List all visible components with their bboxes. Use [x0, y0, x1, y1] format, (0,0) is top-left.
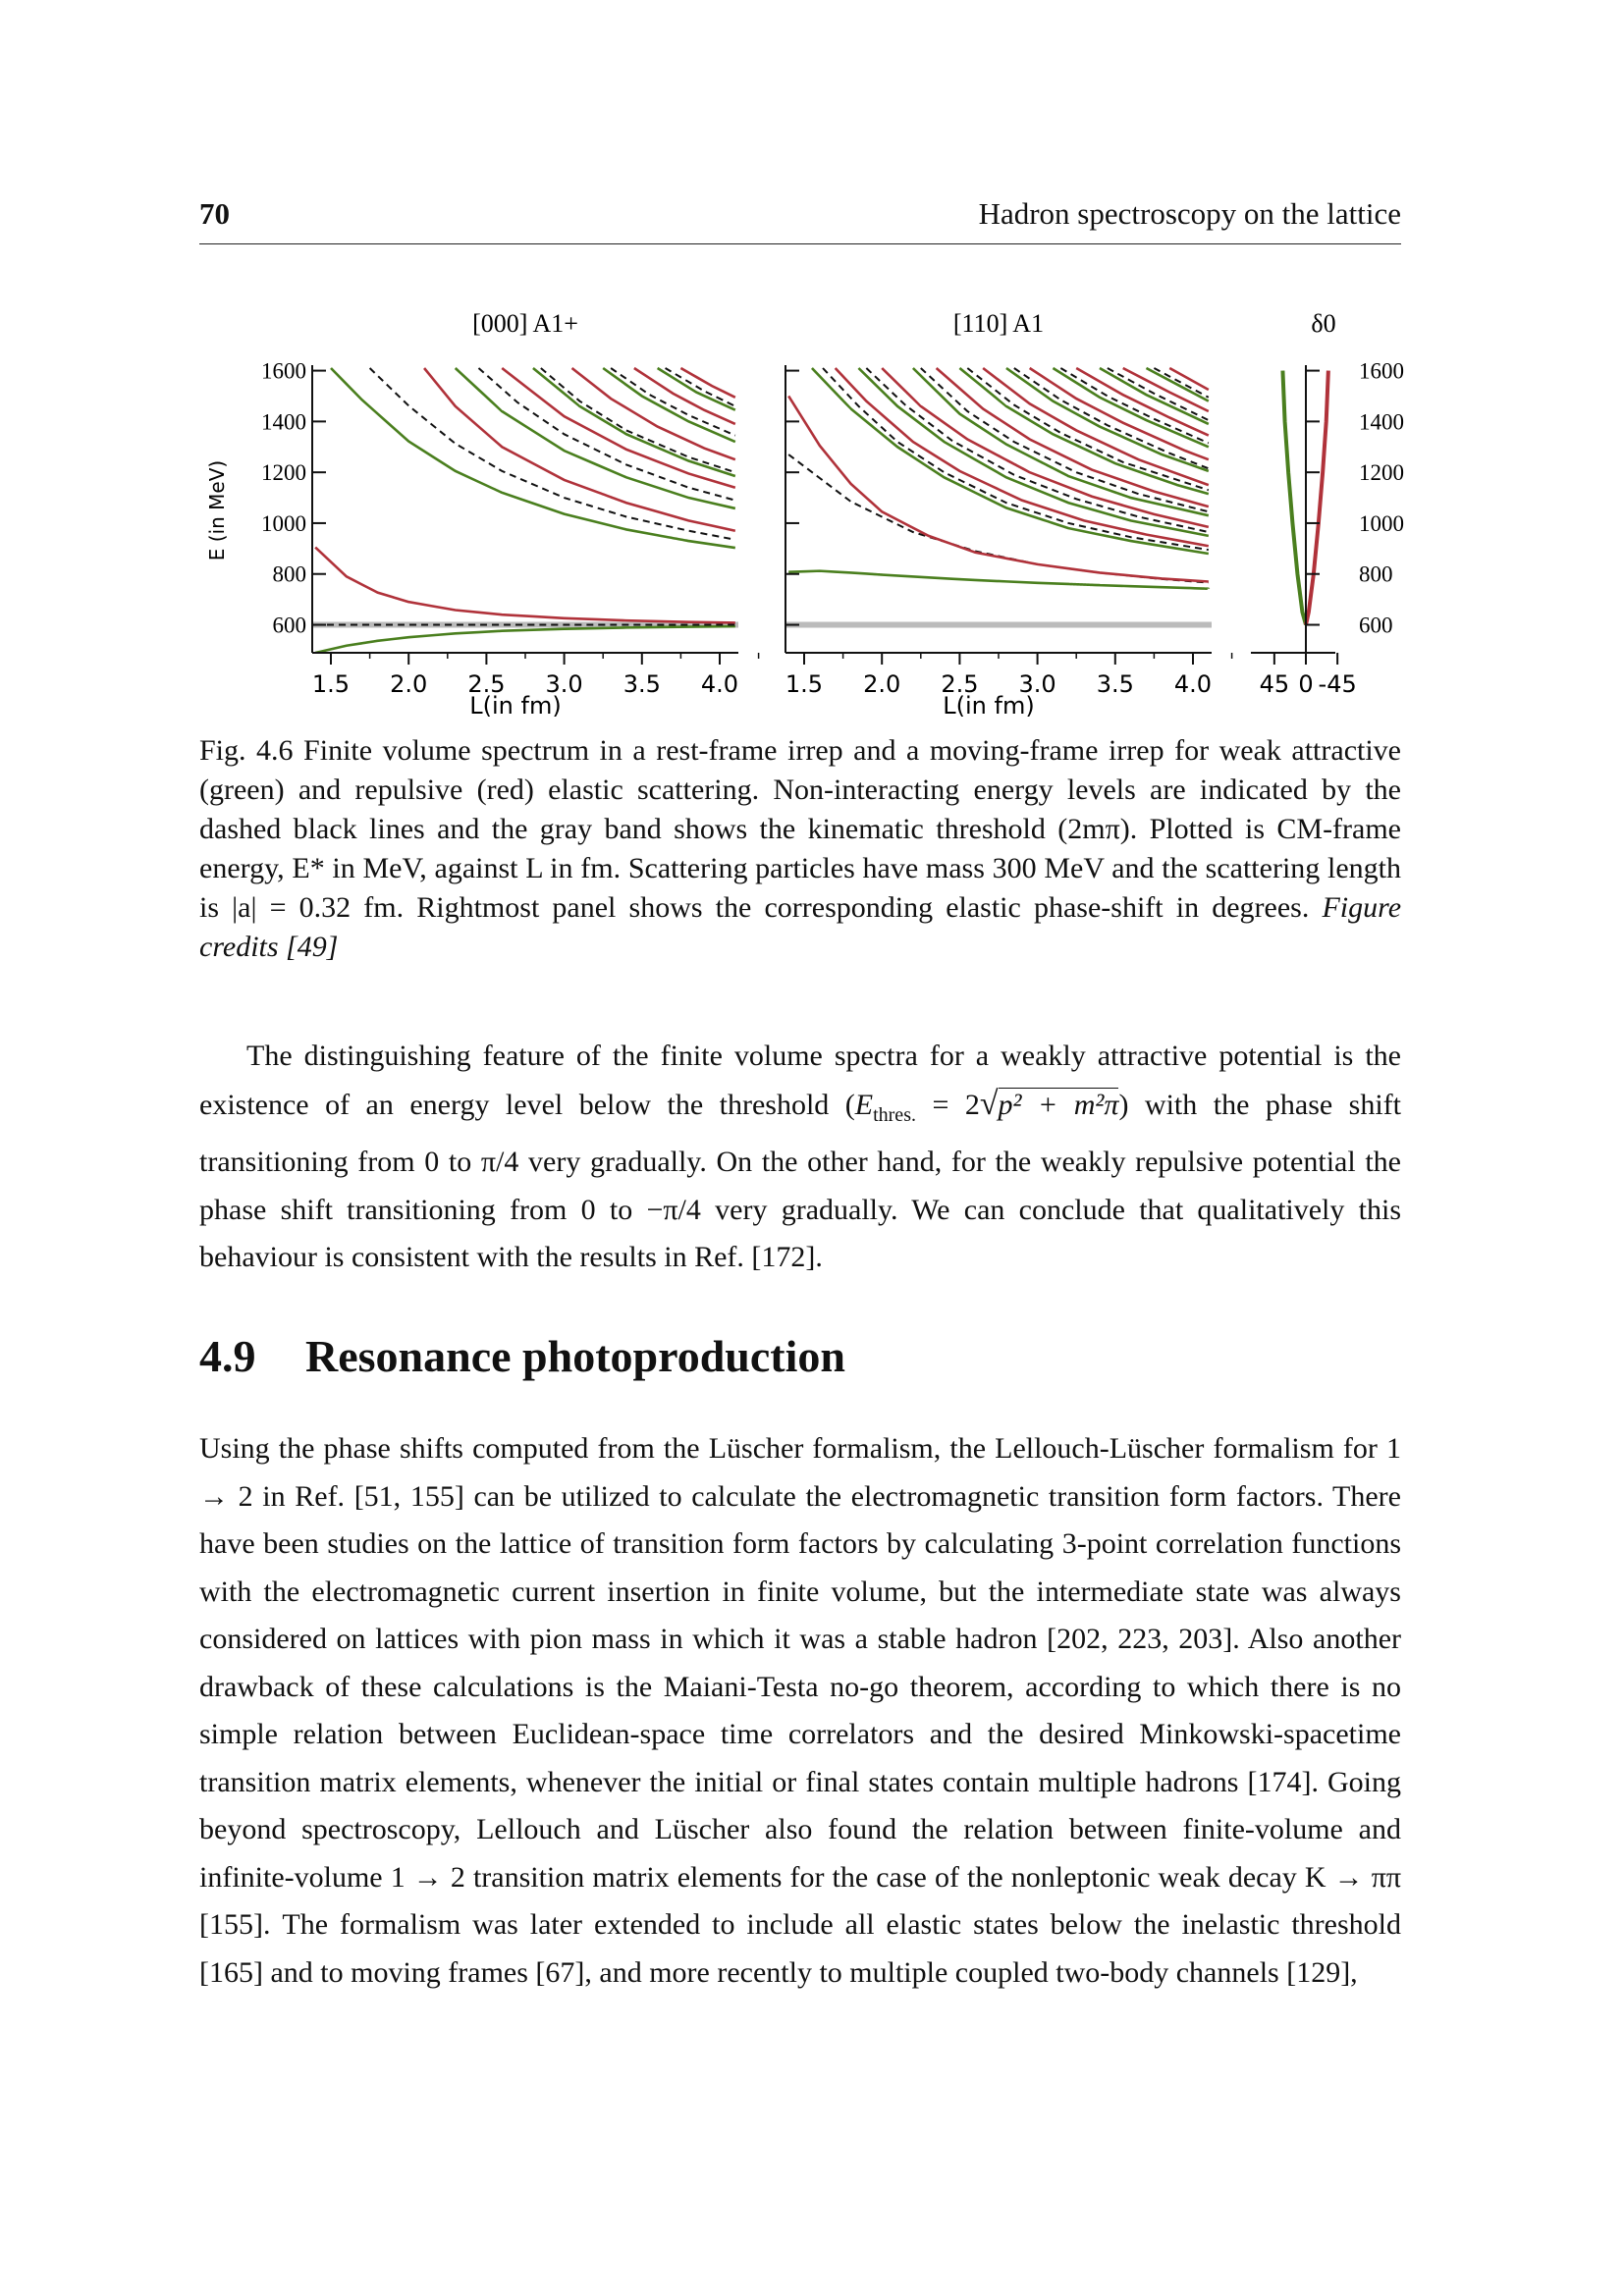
y-tick-label: 800: [272, 561, 306, 587]
y-tick-label: 1200: [1359, 460, 1404, 486]
y-tick-label: 1400: [1359, 409, 1404, 435]
panel-phase-shift: [1251, 309, 1404, 698]
panel-rest-frame: [205, 309, 759, 717]
panel-title: δ0: [1311, 309, 1336, 338]
x-tick-label: 2.0: [390, 670, 428, 698]
figure-caption: [199, 731, 1401, 967]
eq-two: = 2: [915, 1088, 980, 1121]
x-tick-label: 3.0: [1018, 670, 1056, 698]
x-tick-label: 2.5: [467, 670, 506, 698]
x-tick-label: 2.0: [863, 670, 901, 698]
paragraph-text-1: The distinguishing feature of the finite volume spectra for a weakly attractive potential is the existence of an energy level below the threshold (: [199, 1040, 1401, 1121]
sqrt-body: p² + m²π: [998, 1088, 1119, 1121]
x-axis-label: L(in fm): [943, 692, 1035, 717]
series-free-19: [1060, 368, 1208, 443]
series-repulsive-1: [1306, 371, 1328, 625]
series-repulsive-14: [634, 368, 735, 424]
x-tick-label: 1.5: [785, 670, 824, 698]
page-header: [199, 196, 1401, 244]
caption-credit: Figure credits [49]: [199, 891, 1402, 963]
caption-text: Fig. 4.6 Finite volume spectrum in a rest-frame irrep and a moving-frame irrep for weak attractive (green) and repulsive (red) elastic scattering. Non-interacting energy levels are indicated by the dashed black lines and the gray band shows the kinematic threshold (2mπ). Plotted is CM-frame energy, E* in MeV, against L in fm. Scattering particles have mass 300 MeV and the scattering length is |a| = 0.32 fm. Rightmost panel shows the corresponding elastic phase-shift in degrees.: [199, 734, 1401, 924]
series-attractive-0: [315, 626, 735, 653]
axes: [785, 365, 1232, 717]
paragraph-text-2: ) with the phase shift transitioning from 0 to π/4 very gradually. On the other hand, for the weakly repulsive potential the phase shift transitioning from 0 to −π/4 very gradually. We can conclude that qualitatively this behaviour is consistent with the results in Ref. [172].: [199, 1088, 1401, 1273]
series-repulsive-14: [983, 368, 1209, 485]
panel-moving-frame: [785, 309, 1232, 717]
x-tick-label: 3.5: [623, 670, 661, 698]
x-tick-label: -45: [1318, 670, 1357, 698]
x-tick-label: 4.0: [700, 670, 739, 698]
y-tick-label: 1000: [1359, 510, 1404, 536]
series-free-16: [666, 368, 735, 406]
panel-title: [110] A1: [952, 309, 1045, 338]
panel-title: [000] A1+: [472, 309, 578, 338]
section-title: Resonance photoproduction: [305, 1331, 845, 1381]
x-tick-label: 3.5: [1096, 670, 1134, 698]
series-free-16: [1014, 368, 1209, 468]
y-tick-label: 600: [1359, 613, 1393, 638]
series-repulsive-1: [315, 548, 735, 623]
section-number: 4.9: [199, 1331, 256, 1381]
series-free-7: [478, 368, 734, 501]
x-tick-label: 45: [1259, 670, 1290, 698]
series-repulsive-17: [1030, 368, 1209, 459]
x-tick-label: 2.5: [941, 670, 979, 698]
y-tick-label: 600: [272, 613, 306, 638]
running-title: Hadron spectroscopy on the lattice: [978, 196, 1401, 231]
y-axis-label: E (in MeV): [205, 459, 229, 561]
y-tick-label: 1600: [261, 358, 306, 384]
paragraph-photoproduction: Using the phase shifts computed from the Lüscher formalism, the Lellouch-Lüscher formalism for 1 → 2 in Ref. [51, 155] can be utilized to calculate the electromagnetic transition form factors. There have been studies on the lattice of transition form factors by calculating 3-point correlation functions with the electromagnetic current insertion in finite volume, but the intermediate state was always considered on lattices with pion mass in which it was a stable hadron [202, 223, 203]. Also another drawback of these calculations is the Maiani-Testa no-go theorem, according to which there is no simple relation between Euclidean-space time correlators and the desired Minkowski-spacetime transition matrix elements, whenever the initial or final states contain multiple hadrons [174]. Going beyond spectroscopy, Lellouch and Lüscher also found the relation between finite-volume and infinite-volume 1 → 2 transition matrix elements for the case of the nonleptonic weak decay K → ππ [155]. The formalism was later extended to include all elastic states below the inelastic threshold [165] and to moving frames [67], and more recently to multiple coupled two-body channels [129],: [199, 1432, 1401, 1989]
y-tick-label: 1000: [261, 510, 306, 536]
page-number: 70: [199, 196, 230, 231]
x-axis-label: L(in fm): [469, 692, 562, 717]
series-free-7: [866, 368, 1208, 532]
y-tick-label: 800: [1359, 561, 1393, 587]
series-attractive-21: [1100, 368, 1209, 424]
series-repulsive-5: [424, 368, 735, 531]
y-tick-label: 1600: [1359, 358, 1404, 384]
series-repulsive-11: [937, 368, 1209, 507]
x-tick-label: 4.0: [1173, 670, 1213, 698]
y-tick-label: 1200: [261, 460, 306, 486]
figure-4-6: [196, 304, 1428, 717]
x-tick-label: 1.5: [311, 670, 351, 698]
series-attractive-0: [1282, 371, 1306, 625]
series-group: [785, 368, 1212, 625]
x-tick-label: 0: [1298, 670, 1314, 698]
paragraph-threshold: The distinguishing feature of the finite volume spectra for a weakly attractive potential is the existence of an energy level below the threshold $(E_{thres.} = 2√p^2 + m^2\pi)$ with the phase shift transitioning from 0 to π/4 very gradually. On the other hand, for the weakly repulsive potential the phase shift transitioning from 0 to −π/4 very gradually. We can conclude that qualitatively this behaviour is consistent with the results in Ref. [172].: [199, 1040, 1401, 1273]
series-attractive-0: [788, 571, 1209, 589]
series-attractive-15: [658, 368, 735, 410]
e-subscript: thres.: [873, 1103, 916, 1126]
series-group: [312, 368, 738, 653]
series-free-4: [823, 368, 1209, 550]
e-symbol: E: [854, 1088, 874, 1121]
y-tick-label: 1400: [261, 409, 306, 435]
series-repulsive-5: [836, 368, 1209, 546]
series-free-25: [1154, 368, 1208, 398]
x-tick-label: 3.0: [545, 670, 583, 698]
section-heading: [199, 1330, 845, 1382]
